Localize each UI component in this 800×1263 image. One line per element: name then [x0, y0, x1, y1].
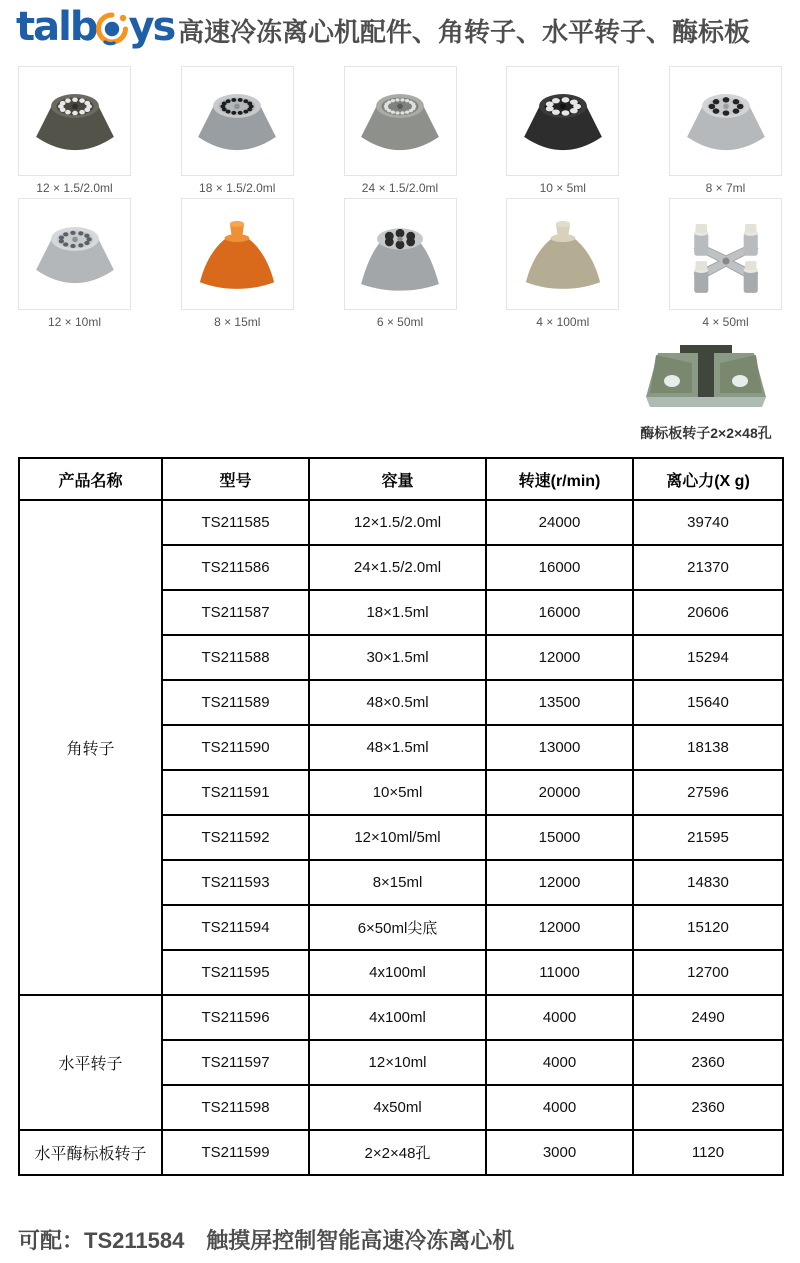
product-image-frame: [344, 198, 457, 310]
capacity-cell: 10×5ml: [309, 770, 486, 815]
spec-table-body: [19, 500, 783, 1175]
speed-cell: 12000: [486, 860, 633, 905]
model-cell: TS211588: [162, 635, 309, 680]
spec-table-header: [19, 458, 783, 500]
speed-cell: 16000: [486, 545, 633, 590]
rotor-photo-8x15ml: [184, 205, 290, 303]
product-card: [506, 198, 619, 329]
product-image-frame: [669, 198, 782, 310]
logo-swirl-o-icon: [95, 11, 129, 47]
force-cell: 15120: [633, 905, 783, 950]
speed-cell: 11000: [486, 950, 633, 995]
force-cell: 21370: [633, 545, 783, 590]
product-grid-row-1: [18, 66, 782, 195]
model-cell: TS211587: [162, 590, 309, 635]
table-row: [19, 995, 783, 1040]
product-image-frame: [344, 66, 457, 176]
product-image-frame: [18, 66, 131, 176]
model-cell: TS211585: [162, 500, 309, 545]
col-header-product-name: 产品名称: [19, 458, 162, 500]
model-cell: TS211589: [162, 680, 309, 725]
product-image-frame: [18, 198, 131, 310]
capacity-cell: 2×2×48孔: [309, 1130, 486, 1175]
product-card: [344, 198, 457, 329]
product-card: [181, 198, 294, 329]
speed-cell: 12000: [486, 905, 633, 950]
logo-text-left: talb: [16, 4, 97, 50]
table-row: [19, 500, 783, 545]
force-cell: 39740: [633, 500, 783, 545]
product-card: [344, 66, 457, 195]
page-title: 高速冷冻离心机配件、角转子、水平转子、酶标板: [178, 17, 751, 47]
product-caption: 8 × 7ml: [705, 181, 746, 195]
product-image-frame: [506, 198, 619, 310]
speed-cell: 20000: [486, 770, 633, 815]
capacity-cell: 6×50ml尖底: [309, 905, 486, 950]
speed-cell: 12000: [486, 635, 633, 680]
col-header-model: 型号: [162, 458, 309, 500]
capacity-cell: 12×10ml: [309, 1040, 486, 1085]
product-card: [18, 66, 131, 195]
model-cell: TS211596: [162, 995, 309, 1040]
product-category-cell: 角转子: [19, 500, 162, 995]
model-cell: TS211598: [162, 1085, 309, 1130]
product-image-frame: [506, 66, 619, 176]
product-category-cell: 水平酶标板转子: [19, 1130, 162, 1175]
capacity-cell: 4x100ml: [309, 995, 486, 1040]
col-header-capacity: 容量: [309, 458, 486, 500]
capacity-cell: 8×15ml: [309, 860, 486, 905]
microplate-rotor-block: [638, 333, 774, 443]
product-caption: 8 × 15ml: [214, 315, 261, 329]
col-header-force: 离心力(X g): [633, 458, 783, 500]
force-cell: 15294: [633, 635, 783, 680]
force-cell: 2360: [633, 1040, 783, 1085]
rotor-photo-8x7ml: [673, 73, 779, 169]
speed-cell: 24000: [486, 500, 633, 545]
spec-table: [18, 457, 784, 1176]
capacity-cell: 24×1.5/2.0ml: [309, 545, 486, 590]
capacity-cell: 4x100ml: [309, 950, 486, 995]
force-cell: 20606: [633, 590, 783, 635]
capacity-cell: 48×1.5ml: [309, 725, 486, 770]
rotor-photo-12x10ml: [22, 205, 128, 303]
capacity-cell: 12×10ml/5ml: [309, 815, 486, 860]
talboys-logo: [16, 4, 174, 50]
microplate-caption: 酶标板转子2×2×48孔: [640, 425, 772, 441]
force-cell: 15640: [633, 680, 783, 725]
capacity-cell: 4x50ml: [309, 1085, 486, 1130]
speed-cell: 3000: [486, 1130, 633, 1175]
product-image-frame: [638, 333, 774, 415]
speed-cell: 13500: [486, 680, 633, 725]
product-caption: 18 × 1.5/2.0ml: [199, 181, 276, 195]
capacity-cell: 12×1.5/2.0ml: [309, 500, 486, 545]
model-cell: TS211590: [162, 725, 309, 770]
rotor-photo-4x50ml: [673, 205, 779, 303]
table-row: [19, 1130, 783, 1175]
speed-cell: 16000: [486, 590, 633, 635]
model-cell: TS211592: [162, 815, 309, 860]
force-cell: 14830: [633, 860, 783, 905]
product-card: [506, 66, 619, 195]
model-cell: TS211595: [162, 950, 309, 995]
model-cell: TS211593: [162, 860, 309, 905]
speed-cell: 15000: [486, 815, 633, 860]
capacity-cell: 48×0.5ml: [309, 680, 486, 725]
rotor-photo-10x5ml: [510, 73, 616, 169]
speed-cell: 4000: [486, 1040, 633, 1085]
rotor-photo-18x1.5-2.0ml: [184, 73, 290, 169]
rotor-photo-microplate-2x2x48: [640, 333, 772, 415]
product-caption: 24 × 1.5/2.0ml: [361, 181, 439, 195]
rotor-photo-12x1.5-2.0ml: [22, 73, 128, 169]
product-caption: 4 × 50ml: [702, 315, 749, 329]
force-cell: 2490: [633, 995, 783, 1040]
product-grid-row-2: [18, 198, 782, 329]
model-cell: TS211594: [162, 905, 309, 950]
product-caption: 6 × 50ml: [376, 315, 424, 329]
product-card: [18, 198, 131, 329]
force-cell: 21595: [633, 815, 783, 860]
compatible-centrifuge-note: 可配：TS211584 触摸屏控制智能高速冷冻离心机: [18, 1228, 515, 1253]
force-cell: 2360: [633, 1085, 783, 1130]
product-card: [181, 66, 294, 195]
capacity-cell: 18×1.5ml: [309, 590, 486, 635]
product-category-cell: 水平转子: [19, 995, 162, 1130]
product-card: [669, 66, 782, 195]
rotor-photo-4x100ml: [510, 205, 616, 303]
product-caption: 12 × 10ml: [47, 315, 102, 329]
speed-cell: 4000: [486, 1085, 633, 1130]
product-card: [669, 198, 782, 329]
model-cell: TS211597: [162, 1040, 309, 1085]
speed-cell: 4000: [486, 995, 633, 1040]
force-cell: 1120: [633, 1130, 783, 1175]
rotor-photo-24x1.5-2.0ml: [347, 73, 453, 169]
product-caption: 10 × 5ml: [539, 181, 586, 195]
force-cell: 18138: [633, 725, 783, 770]
model-cell: TS211591: [162, 770, 309, 815]
col-header-speed: 转速(r/min): [486, 458, 633, 500]
product-caption: 12 × 1.5/2.0ml: [36, 181, 113, 195]
model-cell: TS211586: [162, 545, 309, 590]
product-caption: 4 × 100ml: [536, 315, 590, 329]
speed-cell: 13000: [486, 725, 633, 770]
force-cell: 12700: [633, 950, 783, 995]
logo-text-right: ys: [128, 4, 175, 50]
product-image-frame: [181, 198, 294, 310]
force-cell: 27596: [633, 770, 783, 815]
model-cell: TS211599: [162, 1130, 309, 1175]
rotor-photo-6x50ml: [347, 205, 453, 303]
header-row: [19, 458, 783, 500]
product-image-frame: [669, 66, 782, 176]
capacity-cell: 30×1.5ml: [309, 635, 486, 680]
product-image-frame: [181, 66, 294, 176]
